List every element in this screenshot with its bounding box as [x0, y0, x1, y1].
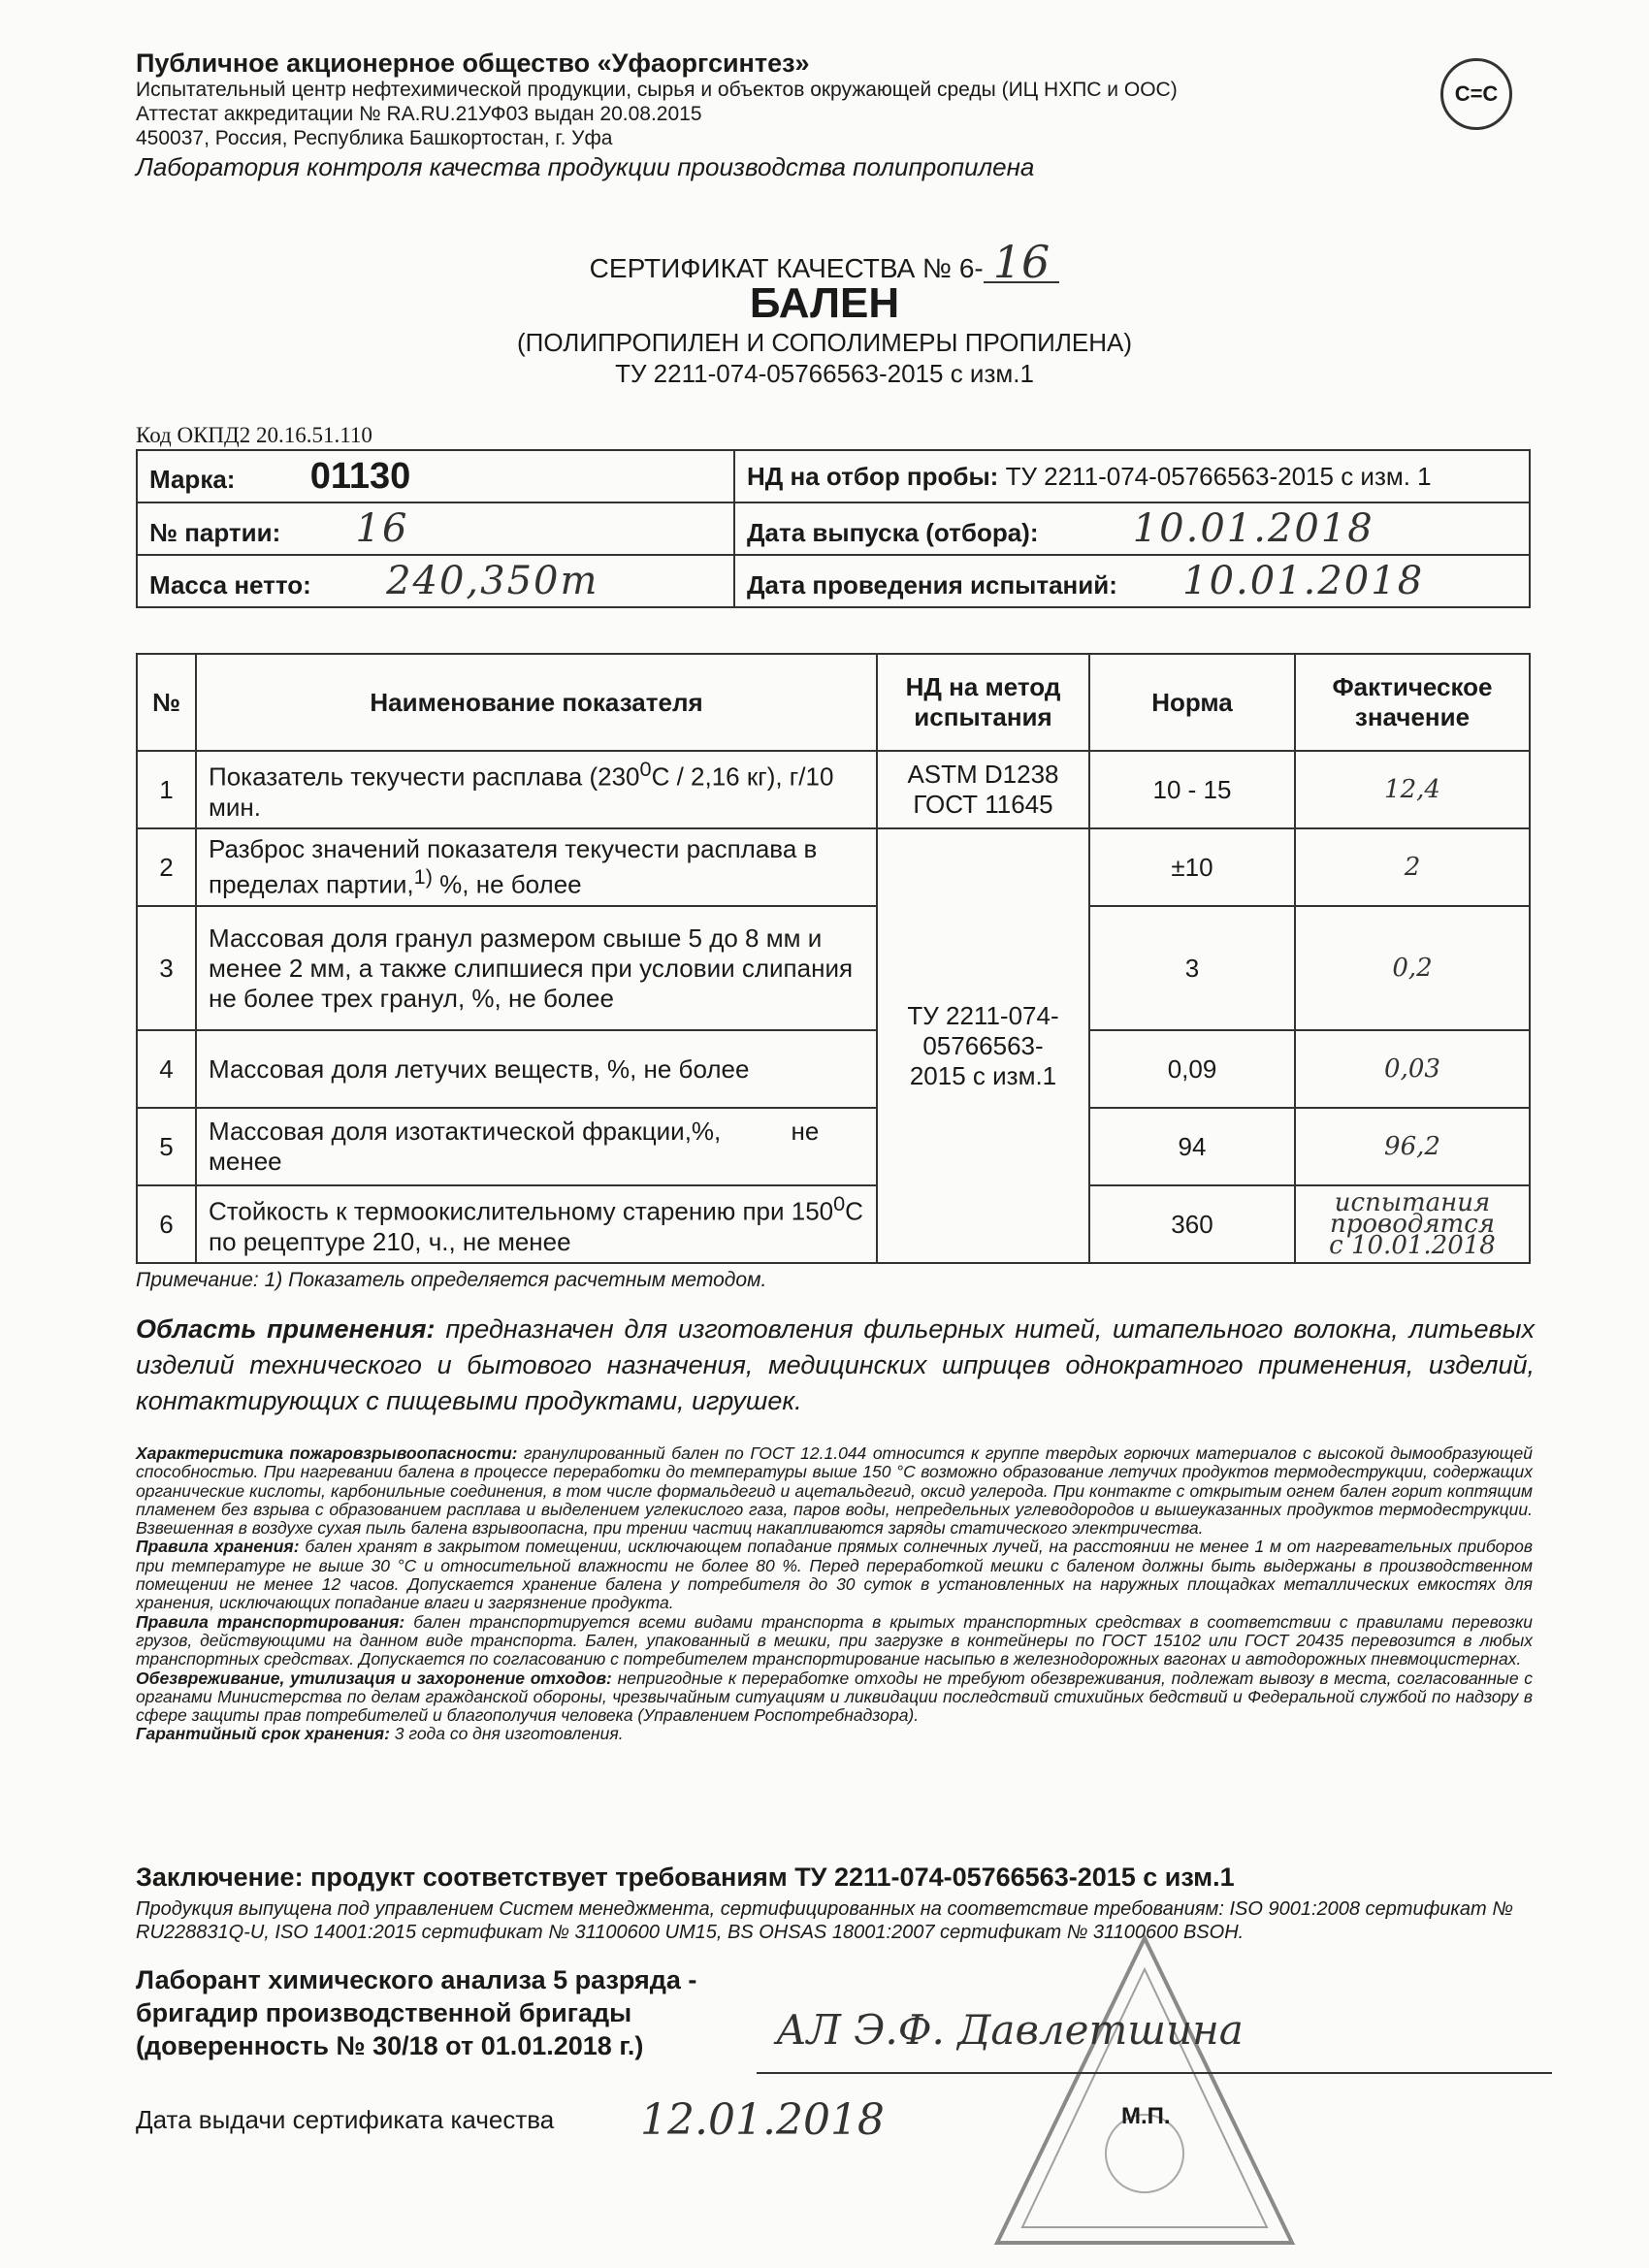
grade-cell — [137, 450, 734, 502]
row-number: 1 — [137, 751, 196, 828]
company-logo: С=С — [1440, 58, 1512, 130]
laboratory: Лаборатория контроля качества продукции производства полипропилена — [136, 152, 1035, 181]
signature-line — [757, 2072, 1552, 2074]
row-number: 3 — [137, 906, 196, 1030]
table-row — [137, 1030, 1530, 1108]
signature-area — [757, 2006, 1552, 2064]
release-cell — [734, 502, 1530, 555]
signature: АЛ Э.Ф. Давлетшина — [776, 2006, 1244, 2054]
header-indicator: Наименование показателя — [196, 654, 877, 751]
row-value: 96,2 — [1295, 1108, 1530, 1185]
test-center: Испытательный центр нефтехимической продукции, сырья и объектов окружающей среды (ИЦ НХПС и ООС) — [136, 79, 1178, 101]
row-value: испытания проводятся с 10.01.2018 — [1295, 1185, 1530, 1263]
info-table — [136, 449, 1531, 608]
sampling-label: НД на отбор пробы: — [747, 461, 999, 491]
row-norm: 0,09 — [1089, 1030, 1295, 1108]
row-value: 0,2 — [1295, 906, 1530, 1030]
scope-label: Область применения: — [136, 1314, 436, 1344]
certificate-title — [0, 236, 1649, 288]
row-indicator: Массовая доля гранул размером свыше 5 до 8 мм и менее 2 мм, а также слипшиеся при условии слипания не более трех гранул, %, не более — [196, 906, 877, 1030]
org-name: Публичное акционерное общество «Уфаоргсинтез» — [136, 49, 810, 78]
row-indicator: Разброс значений показателя текучести расплава в пределах партии,$^{1)}$ %, не более — [196, 828, 877, 906]
row-norm: 3 — [1089, 906, 1295, 1030]
row-indicator: Массовая доля летучих веществ, %, не более — [196, 1030, 877, 1108]
indicators-table — [136, 653, 1531, 1264]
sampling-value: ТУ 2211-074-05766563-2015 с изм. 1 — [1005, 461, 1432, 491]
conclusion: Заключение: продукт соответствует требованиям ТУ 2211-074-05766563-2015 с изм.1 — [136, 1863, 1235, 1892]
batch-label: № партии: — [149, 518, 281, 547]
waste-disposal: Обезвреживание, утилизация и захоронение отходов: непригодные к переработке отходы не требуют обезвреживания, подлежат вывозу в места, согласованные с органами Министерства по делам гражданской обороны, чрезвычайным ситуациям и ликвидации последствий стихийных бедствий и Федеральной службой по надзору в сфере защиты прав потребителей и благополучия человека (Управлением Роспотребнадзора). — [136, 1668, 1534, 1726]
row-number: 2 — [137, 828, 196, 906]
issue-date: 12.01.2018 — [640, 2095, 885, 2145]
row-number: 4 — [137, 1030, 196, 1108]
header-norm: Норма — [1089, 654, 1295, 751]
stamp-label: М.П. — [1121, 2103, 1171, 2129]
issue-label: Дата выдачи сертификата качества — [136, 2105, 555, 2134]
transport-rules: Правила транспортирования: бален транспортируется всеми видами транспорта в крытых транспортных средствах в соответствии с правилами перевозки грузов, действующими на данном виде транспорта. Бален, упакованный в мешки, при загрузке в контейнеры по ГОСТ 15102 или ГОСТ 20435 перевозится в любых транспортных средствах. Допускается по согласованию с потребителем транспортирование насыпью в железнодорожных вагонах и автодорожных пневмоцистернах. — [136, 1611, 1533, 1669]
accreditation: Аттестат аккредитации № RA.RU.21УФ03 выдан 20.08.2015 — [136, 103, 702, 125]
header-method: НД на метод испытания — [877, 654, 1089, 751]
application-scope — [136, 1312, 1535, 1419]
row-indicator: Массовая доля изотактической фракции,%, не менее — [196, 1108, 877, 1185]
mass-label: Масса нетто: — [149, 570, 311, 599]
mass-value: 240,350т — [386, 559, 599, 603]
certificate-title-prefix: СЕРТИФИКАТ КАЧЕСТВА № 6- — [589, 253, 984, 283]
row-norm: 360 — [1089, 1185, 1295, 1263]
scope-text: предназначен для изготовления фильерных нитей, штапельного волокна, литьевых изделий технического и бытового назначения, медицинских шприцев однократного применения, изделий, контактирующих с пищевыми продуктами, игрушек. — [136, 1314, 1535, 1415]
shelf-life: Гарантийный срок хранения: 3 года со дня изготовления. — [136, 1724, 624, 1744]
table-row — [137, 828, 1530, 906]
row-number: 5 — [137, 1108, 196, 1185]
row-indicator: Показатель текучести расплава ($230^0С / 2,16$ кг), г/10 мин. — [196, 751, 877, 828]
table-row — [137, 1185, 1530, 1263]
release-label: Дата выпуска (отбора): — [747, 518, 1039, 547]
product-subtitle: (ПОЛИПРОПИЛЕН И СОПОЛИМЕРЫ ПРОПИЛЕНА) — [516, 328, 1133, 357]
product-tu: ТУ 2211-074-05766563-2015 с изм.1 — [615, 359, 1034, 388]
address: 450037, Россия, Республика Башкортостан, г. Уфа — [136, 127, 613, 149]
row-value: 2 — [1295, 828, 1530, 906]
table-row — [137, 751, 1530, 828]
release-date: 10.01.2018 — [1132, 506, 1374, 551]
product-name: БАЛЕН — [749, 279, 900, 327]
batch-cell — [137, 502, 734, 555]
details-block — [136, 1444, 1533, 1744]
batch-value: 16 — [355, 506, 409, 551]
storage-rules: Правила хранения: бален хранят в закрытом помещении, исключающем попадание прямых солнечных лучей, на расстоянии не менее 1 м от нагревательных приборов при температуре не выше 30 °С и относительной влажности не более 80 %. Перед переработкой мешки с баленом должны быть выдержаны в производственном помещении не менее 12 часов. Допускается хранение балена у потребителя до 30 суток в установленных на наружных площадках металлических емкостях для хранения, исключающих попадание влаги и загрязнение продукта. — [136, 1537, 1533, 1613]
stamp-triangle-icon — [989, 1930, 1300, 2251]
mass-cell — [137, 555, 734, 607]
test-date-label: Дата проведения испытаний: — [747, 570, 1117, 599]
row-norm: 10 - 15 — [1089, 751, 1295, 828]
certificate-number: 16 — [984, 243, 1060, 283]
grade-value: 01130 — [309, 455, 411, 497]
row-method: ASTM D1238 ГОСТ 11645 — [877, 751, 1089, 828]
row-indicator: Стойкость к термоокислительному старению при $150^0С$ по рецептуре 210, ч., не менее — [196, 1185, 877, 1263]
fire-hazard: Характеристика пожаровзрывоопасности: гранулированный бален по ГОСТ 12.1.044 относится к группе твердых горючих материалов с высокой дымообразующей способностью. При нагревании балена в процессе переработки до температуры выше 150 °С возможно образование летучих продуктов термодеструкции, содержащих органические кислоты, карбонильные соединения, в том числе формальдегид и ацетальдегид, оксид углерода. При контакте с открытым огнем бален горит коптящим пламенем без взрыва с образованием расплава и выделением углекислого газа, паров воды, непредельных углеводородов и вышеуказанных продуктов термодеструкции. Взвешенная в воздухе сухая пыль балена взрывоопасна, при трении частиц накапливаются заряды статического электричества. — [136, 1443, 1533, 1539]
table-row — [137, 1108, 1530, 1185]
table-row — [137, 906, 1530, 1030]
management-systems: Продукция выпущена под управлением Систем менеджмента, сертифицированных на соответствие требованиям: ISO 9001:2008 сертификат № RU228831Q-U, ISO 14001:2015 сертификат № 31100600 UM15, BS OHSAS 18001:2007 сертификат № 31100600 BSOH. — [136, 1898, 1513, 1943]
signer-title: Лаборант химического анализа 5 разряда - бригадир производственной бригады (доверенность № 30/18 от 01.01.2018 г.) — [136, 1965, 697, 2060]
okpd-code: Код ОКПД2 20.16.51.110 — [136, 423, 372, 447]
grade-label: Марка: — [149, 464, 236, 494]
row-method-common: ТУ 2211-074-05766563-2015 с изм.1 — [877, 828, 1089, 1263]
row-value: 0,03 — [1295, 1030, 1530, 1108]
header-number: № — [137, 654, 196, 751]
row-norm: 94 — [1089, 1108, 1295, 1185]
sampling-cell — [734, 450, 1530, 502]
header-actual: Фактическое значение — [1295, 654, 1530, 751]
row-norm: ±10 — [1089, 828, 1295, 906]
row-value: 12,4 — [1295, 751, 1530, 828]
table-note: Примечание: 1) Показатель определяется расчетным методом. — [136, 1269, 767, 1291]
test-date: 10.01.2018 — [1182, 559, 1425, 603]
row-number: 6 — [137, 1185, 196, 1263]
test-date-cell — [734, 555, 1530, 607]
